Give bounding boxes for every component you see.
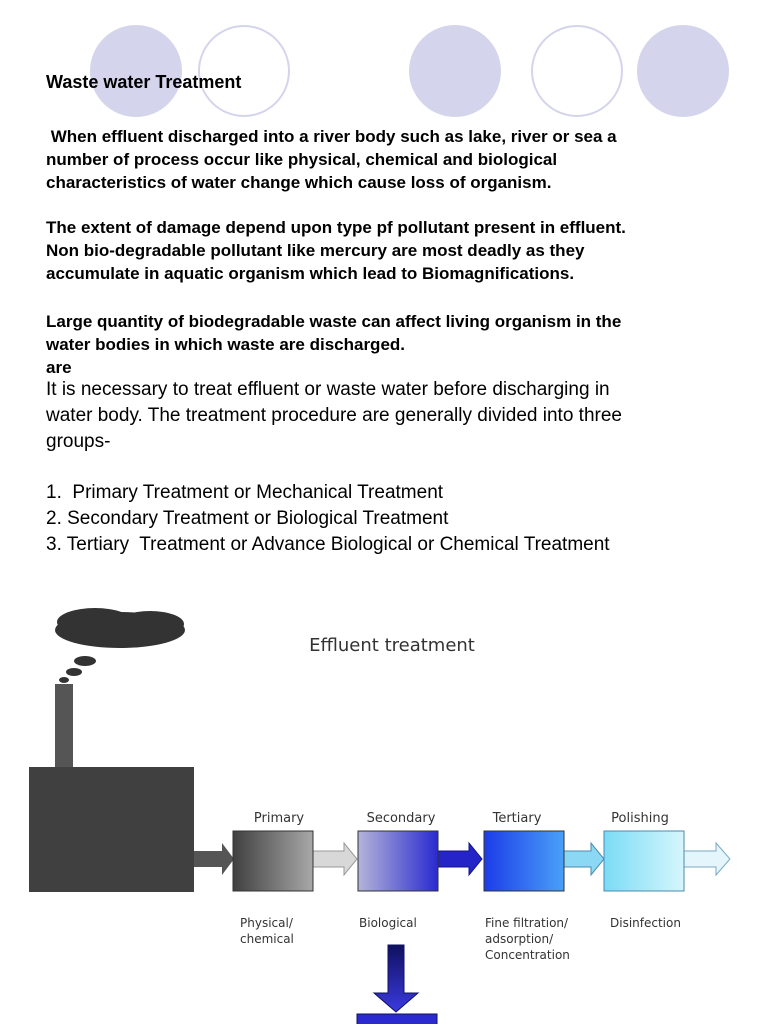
stage-box-secondary [358, 831, 438, 891]
stage-name-secondary: Secondary [366, 811, 436, 826]
stage-box-polishing [604, 831, 684, 891]
stage-name-tertiary: Tertiary [492, 811, 542, 826]
p1-line-1: When effluent discharged into a river body such as lake, river or sea a [46, 127, 617, 146]
paragraph-biodegradable-waste [46, 310, 746, 379]
flow-arrow-icon [313, 843, 357, 875]
p1-line-2: number of process occur like physical, chemical and biological [46, 150, 558, 169]
effluent-treatment-diagram [0, 600, 768, 1024]
stage-desc-tertiary-2: adsorption/ [485, 932, 554, 946]
stage-desc-tertiary-1: Fine filtration/ [485, 916, 569, 930]
p1-line-3: characteristics of water change which cause loss of organism. [46, 173, 552, 192]
stage-desc-primary-2: chemical [240, 932, 294, 946]
p4-line-3: groups- [46, 431, 111, 452]
diagram-title: Effluent treatment [309, 635, 475, 656]
p3-line-3: are [46, 358, 72, 377]
flow-arrow-icon [438, 843, 482, 875]
flow-arrow-icon [684, 843, 730, 875]
paragraph-damage-extent [46, 216, 746, 285]
list-item: 2. Secondary Treatment or Biological Treatment [46, 508, 449, 529]
stage-name-primary: Primary [253, 811, 305, 826]
stage-desc-primary-1: Physical/ [240, 916, 293, 930]
down-arrow-icon [374, 945, 418, 1012]
decor-circle-2 [198, 25, 290, 117]
stage-desc-tertiary-3: Concentration [485, 948, 570, 962]
decor-circle-5 [637, 25, 729, 117]
list-item: 3. Tertiary Treatment or Advance Biological or Chemical Treatment [46, 534, 610, 555]
decor-circle-4 [531, 25, 623, 117]
decor-circle-1 [90, 25, 182, 117]
list-item: 1. Primary Treatment or Mechanical Treatment [46, 482, 444, 503]
decor-circle-3 [409, 25, 501, 117]
p4-line-1: It is necessary to treat effluent or waste water before discharging in [46, 379, 610, 400]
paragraph-treatment-necessity [46, 377, 746, 455]
p3-line-1: Large quantity of biodegradable waste can affect living organism in the [46, 312, 622, 331]
p2-line-2: Non bio-degradable pollutant like mercury are most deadly as they [46, 241, 585, 260]
treatment-list [46, 480, 610, 558]
p2-line-3: accumulate in aquatic organism which lead to Biomagnifications. [46, 264, 575, 283]
p3-line-2: water bodies in which waste are discharged. [46, 335, 406, 354]
stage-name-polishing: Polishing [611, 811, 669, 826]
flow-arrow-icon [564, 843, 604, 875]
sludge-box [357, 1014, 437, 1024]
stage-desc-polishing-1: Disinfection [610, 916, 681, 930]
p2-line-1: The extent of damage depend upon type pf pollutant present in effluent. [46, 218, 626, 237]
stage-desc-secondary-1: Biological [359, 916, 417, 930]
flow-arrow-icon [194, 843, 234, 875]
p4-line-2: water body. The treatment procedure are generally divided into three [46, 405, 622, 426]
slide-title: Waste water Treatment [46, 72, 242, 92]
stage-box-tertiary [484, 831, 564, 891]
smoke-cloud-icon [55, 608, 185, 683]
stage-box-primary [233, 831, 313, 891]
factory-icon [29, 684, 194, 892]
paragraph-effluent-discharge [46, 125, 746, 194]
